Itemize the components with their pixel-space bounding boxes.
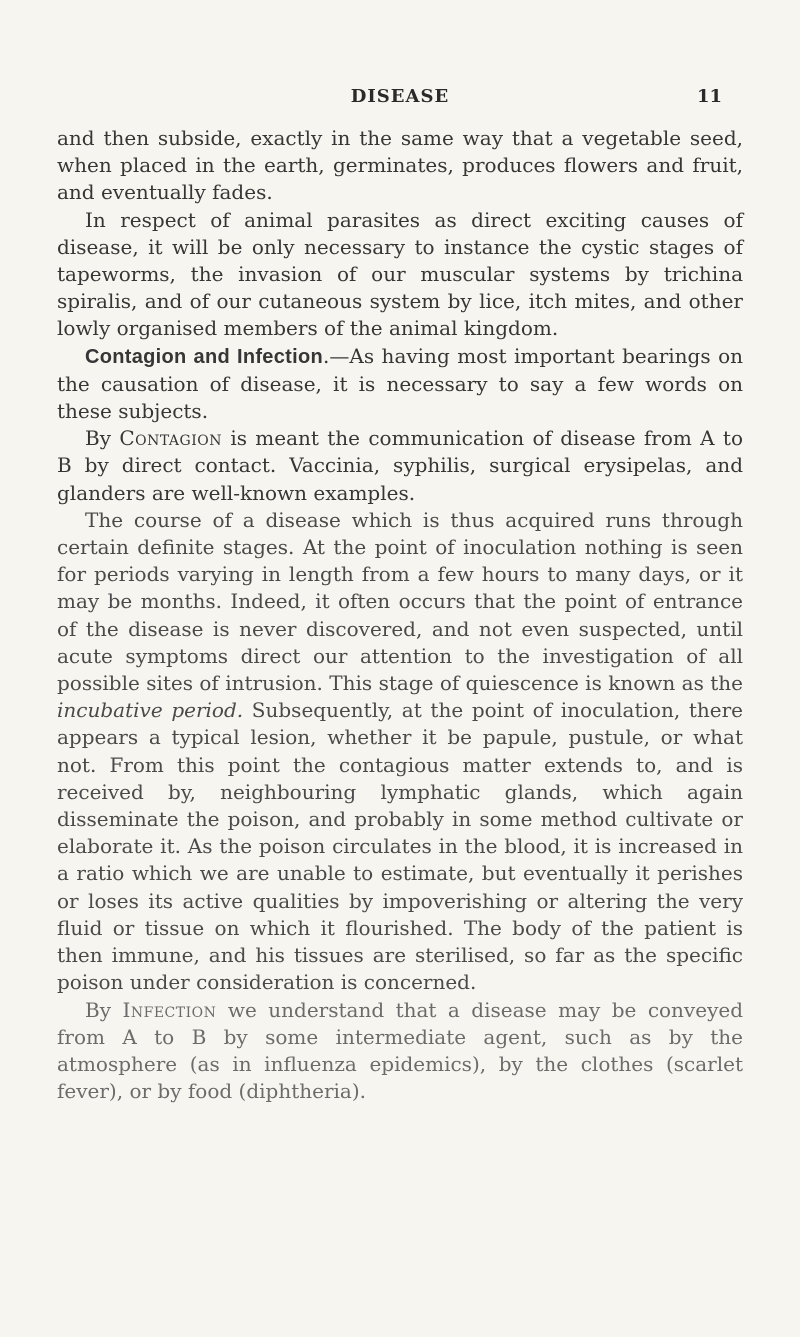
italic-term: incubative period. [57, 698, 244, 723]
paragraph-6-text: we understand that a disease may be conveyed from A to B by some intermediate agent, such as by the atmosphere (as in influenza epidemics), by the clothes (scarlet fever), or by food (diphtheria). [57, 997, 744, 1104]
term-contagion: Contagion [119, 426, 222, 451]
paragraph-6 [57, 997, 743, 1106]
paragraph-5 [57, 507, 743, 997]
page-number: 11 [696, 86, 722, 107]
body-text [57, 125, 743, 1105]
paragraph-1 [57, 125, 743, 207]
paragraph-5-text-after: Subsequently, at the point of inoculation, there appears a typical lesion, whether it be papule, pustule, or what not. From this point the contagious matter extends to, and is received by, neighbouring lymphatic glands, which again disseminate the poison, and probably in some method cultivate or elaborate it. As the poison circulates in the blood, it is increased in a ratio which we are unable to estimate, but eventually it perishes or loses its active qualities by impoverishing or altering the very fluid or tissue on which it flourished. The body of the patient is then immune, and his tissues are sterilised, so far as the specific poison under consideration is concerned. [57, 698, 743, 995]
paragraph-4-lead: By [85, 426, 111, 451]
paragraph-1-text: and then subside, exactly in the same way that a vegetable seed, when placed in the earth, germinates, produces flowers and fruit, and eventually fades. [57, 126, 743, 205]
section-heading: Contagion and Infection [85, 345, 324, 368]
paragraph-2 [57, 207, 743, 343]
paragraph-6-lead: By [85, 997, 111, 1022]
term-infection: Infection [122, 997, 217, 1022]
paragraph-4-text: is meant the communication of disease from A to B by direct contact. Vaccinia, syphilis, surgical erysipelas, and glanders are well-known examples. [57, 426, 744, 505]
paragraph-4 [57, 425, 743, 507]
running-header [0, 86, 800, 116]
paragraph-3 [57, 343, 743, 426]
paragraph-3-text: .—As having most important bearings on the causation of disease, it is necessary to say a few words on these subjects. [57, 343, 743, 424]
paragraph-5-text-before: The course of a disease which is thus acquired runs through certain definite stages. At the point of inoculation nothing is seen for periods varying in length from a few hours to many days, or it may be months. Indeed, it often occurs that the point of entrance of the disease is never discovered, and not even suspected, until acute symptoms direct our attention to the investigation of all possible sites of intrusion. This stage of quiescence is known as the [57, 507, 743, 696]
paragraph-2-text: In respect of animal parasites as direct exciting causes of disease, it will be only necessary to instance the cystic stages of tapeworms, the invasion of our muscular systems by trichina spiralis, and of our cutaneous system by lice, itch mites, and other lowly organised members of the animal kingdom. [57, 207, 743, 341]
running-title: DISEASE [350, 86, 450, 107]
